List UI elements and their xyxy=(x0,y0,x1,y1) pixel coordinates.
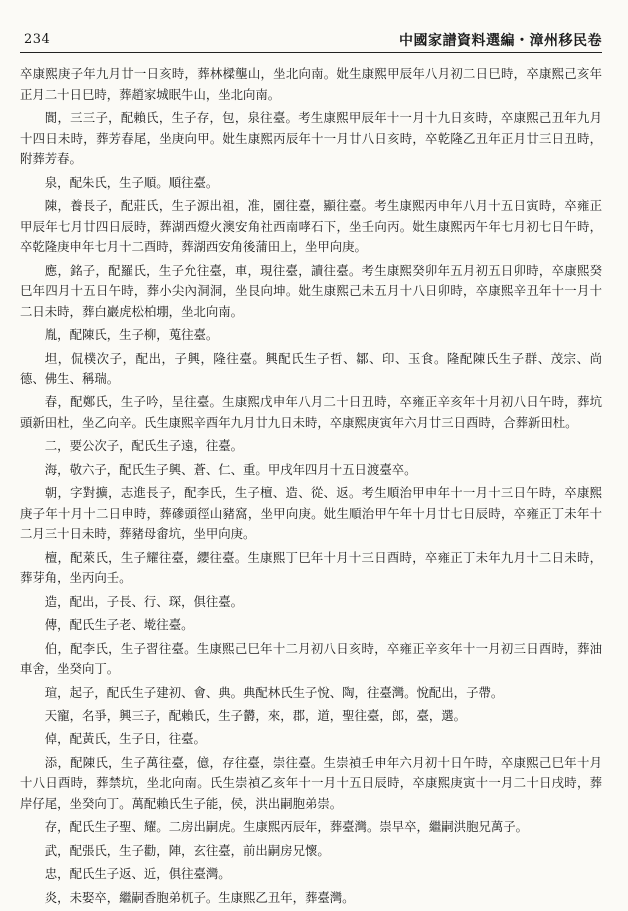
paragraph: 伯，配李氏，生子習往臺。生康熙己巳年十二月初八日亥時，卒雍正辛亥年十一月初三日酉時，葬油車舍，坐癸向丁。 xyxy=(20,640,602,677)
paragraph: 天寵，名爭，興三子，配賴氏，生子欝，來，郡，道，聖往臺，郎，臺，選。 xyxy=(44,707,467,723)
paragraph: 武，配張氏，生子勸，陣，玄往臺，前出嗣房兄懷。 xyxy=(44,842,330,858)
paragraph: 春，配鄭氏，生子吟，呈往臺。生康熙戊申年八月二十日丑時，卒雍正辛亥年十月初八日午時，葬坑頭新田杜，坐乙向辛。氏生康熙辛酉年九月廿九日未時，卒康熙庚寅年六月廿三日酉時，合葬新田杜。 xyxy=(20,394,602,431)
paragraph: 檀，配萊氏，生子耀往臺，纓往臺。生康熙丁巳年十月十三日酉時，卒雍正丁未年九月十二日未時，葬芽角，坐丙向壬。 xyxy=(20,549,602,586)
paragraph: 炎，未娶卒，繼嗣香胞弟杌子。生康熙乙丑年，葬臺灣。 xyxy=(44,889,355,905)
running-title: 中國家譜資料選編・漳州移民卷 xyxy=(399,33,602,49)
paragraph: 造，配出，子長、行、琛，俱往臺。 xyxy=(44,593,244,609)
paragraph: 忠，配氏生子返、近，俱往臺灣。 xyxy=(44,866,231,882)
paragraph: 瑄，起子，配氏生子建初、會、典。典配林氏生子悅、陶，往臺灣。悅配出，子帶。 xyxy=(44,684,504,700)
paragraph: 存，配氏生子聖、耀。二房出嗣虎。生康熙丙辰年，葬臺灣。崇早卒，繼嗣洪胞兄萬子。 xyxy=(44,819,529,835)
paragraph: 胤，配陳氏，生子柳，蒐往臺。 xyxy=(44,327,219,343)
page-body xyxy=(20,64,602,911)
paragraph: 陳，養長子，配莊氏，生子源出祖，准，園往臺，顯往臺。考生康熙丙申年八月十五日寅時，卒雍正甲辰年七月廿四日辰時，葬湖西燈火澳安角社西南哮石下，坐壬向丙。妣生康熙丙午年七月初七日午時，卒乾隆庚申年七月十二酉時，葬湖西安角後蒲田上，坐甲向庚。 xyxy=(20,197,602,255)
paragraph: 泉，配朱氏，生子順。順往臺。 xyxy=(44,174,219,190)
paragraph: 傳，配氏生子老、墘往臺。 xyxy=(44,617,194,633)
page-header xyxy=(20,28,602,53)
paragraph: 閬，三三子，配賴氏，生子存，包，泉往臺。考生康熙甲辰年十一月十九日亥時，卒康熙己丑年九月十四日未時，葬芳春尾，坐庚向甲。妣生康熙丙辰年十一月廿八日亥時，卒乾隆乙丑年正月廿三日丑時，附葬芳春。 xyxy=(20,109,602,167)
paragraph: 添，配陳氏，生子萬往臺，億，存往臺，崇往臺。生崇禎壬申年六月初十日午時，卒康熙己巳年十月十八日酉時，葬禁坑，坐北向南。氏生崇禎乙亥年十一月十五日辰時，卒康熙庚寅十一月二十日戌時，葬岸仔尾，坐癸向丁。萬配賴氏生子能，侯，洪出嗣胞弟崇。 xyxy=(20,754,602,811)
paragraph: 坦，侃樸次子，配出，子興，隆往臺。興配氏生子哲、鄒、印、玉食。隆配陳氏生子群、茂宗、尚德、佛生、稱瑞。 xyxy=(20,350,602,387)
paragraph: 朝，字對擴，志進長子，配李氏，生子檀、造、從、返。考生順治甲申年十一月十三日午時，卒康熙庚子年十月十二日申時，葬磣頭徑山豬窩，坐甲向庚。妣生順治甲午年十月廿七日辰時，卒雍正丁未年十二月三十日未時，葬豬母畬坑，坐甲向庚。 xyxy=(20,485,602,542)
paragraph: 海，敬六子，配氏生子興、蒼、仁、重。甲戌年四月十五日渡臺卒。 xyxy=(44,461,417,477)
paragraph: 倬，配黃氏，生子日，往臺。 xyxy=(44,731,206,747)
page-number: 234 xyxy=(24,32,51,47)
paragraph: 二，要公次子，配氏生子遠，往臺。 xyxy=(44,438,244,454)
paragraph: 應，銘子，配羅氏，生子允往臺，車，現往臺，讀往臺。考生康熙癸卯年五月初五日卯時，卒康熙癸巳年四月十五日午時，葬小尖內洞洞，坐艮向坤。妣生康熙己未五月十八日卯時，卒康熙辛丑年十一月十二日未時，葬白巖虎松柏堋，坐北向南。 xyxy=(20,262,602,319)
paragraph: 卒康熙庚子年九月廿一日亥時，葬林樑壟山，坐北向南。妣生康熙甲辰年八月初二日巳時，卒康熙己亥年正月二十日巳時，葬趙家城眠牛山，坐北向南。 xyxy=(20,66,602,102)
